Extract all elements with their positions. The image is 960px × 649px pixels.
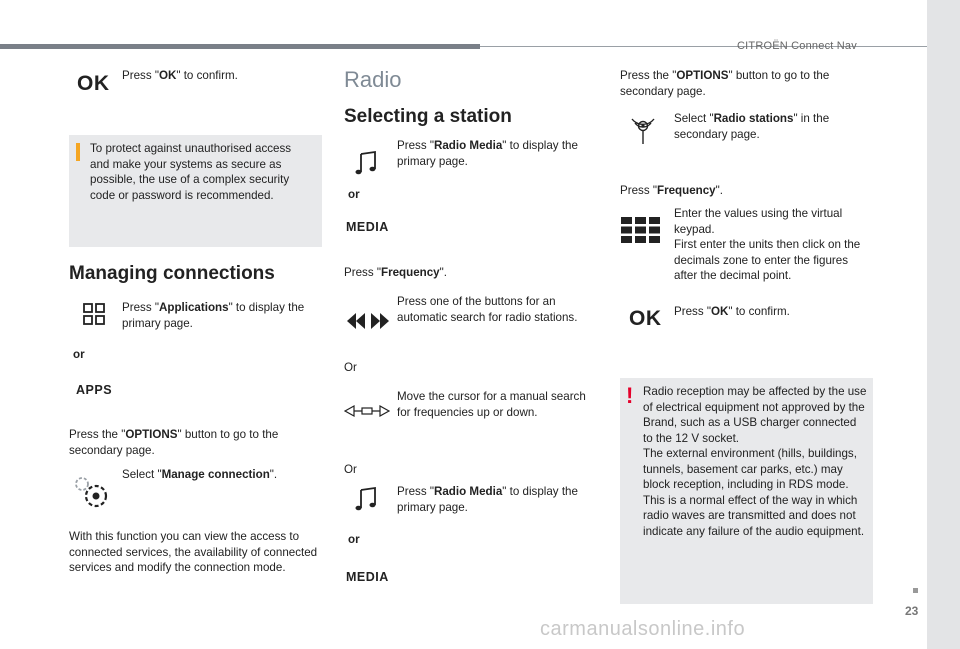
function-description: With this function you can view the access to connected services, the availability of connected services and modify the connection mode. [69,530,318,574]
music-note-icon [354,150,380,176]
keypad-text-1: Enter the values using the virtual keypad. [674,207,843,236]
frequency-text: Press "Frequency". [344,266,447,279]
or-plain-1: Or [344,361,357,374]
right-ok-icon: OK [629,307,662,330]
ok-confirm-text: Press "OK" to confirm. [122,69,238,82]
or-label: or [73,348,85,361]
media-button-label-2: MEDIA [346,570,389,584]
radio-media-text-2: Press "Radio Media" to display the primary page. [397,485,578,514]
or-label-1: or [348,188,360,201]
side-strip [927,0,960,649]
info-box [69,135,322,247]
right-ok-confirm-text: Press "OK" to confirm. [674,305,790,318]
ok-icon: OK [77,72,110,95]
warning-box [620,378,873,604]
frequency-slider-icon [344,403,390,419]
or-plain-2: Or [344,463,357,476]
manual-search-text: Move the cursor for a manual search for frequencies up or down. [397,390,586,419]
or-label-2: or [348,533,360,546]
seek-text: Press one of the buttons for an automatic search for radio stations. [397,295,578,324]
manage-connection-text: Select "Manage connection". [122,468,278,481]
applications-text: Press "Applications" to display the primary page. [122,301,305,330]
keypad-instructions [674,206,874,284]
media-button-label-1: MEDIA [346,220,389,234]
radio-media-text-1: Press "Radio Media" to display the primary page. [397,139,578,168]
radio-heading: Radio [344,67,402,92]
warning-box-text [643,384,867,539]
warning-icon: ! [626,383,634,408]
info-box-text: To protect against unauthorised access and make your systems as secure as possible, the use of a complex security code or password is recommended. [90,142,292,202]
top-rule-bar [0,44,480,49]
warning-text-2: The external environment (hills, buildings, tunnels, basement car parks, etc.) may block reception, including in RDS mode. This is a normal effect of the way in which radio waves are transmitted and does not indicate any failure of the audio equipment. [643,447,865,538]
music-note-icon-2 [354,486,380,512]
right-frequency-text: Press "Frequency". [620,184,723,197]
top-rule-line [480,46,927,47]
radio-stations-icon [629,115,657,145]
apps-button-label: APPS [76,383,113,397]
radio-stations-text: Select "Radio stations" in the secondary page. [674,112,830,141]
watermark: carmanualsonline.info [540,618,746,640]
settings-gears-icon [72,474,112,510]
seek-buttons-icon [347,311,389,331]
options-text: Press the "OPTIONS" button to go to the secondary page. [69,428,279,457]
warning-text-1: Radio reception may be affected by the use of electrical equipment not approved by the Brand, such as a USB charger connected to the 12 V socket. [643,385,867,445]
header-brand: CITROËN Connect Nav [737,40,857,52]
page-marker [913,588,918,593]
info-icon [76,143,80,161]
keypad-icon [621,217,661,243]
keypad-text-2: First enter the units then click on the decimals zone to enter the figures after the decimal point. [674,238,861,282]
selecting-station-heading: Selecting a station [344,106,512,127]
managing-connections-heading: Managing connections [69,263,275,284]
right-options-text: Press the "OPTIONS" button to go to the secondary page. [620,69,830,98]
apps-grid-icon [83,303,105,325]
page-number: 23 [905,604,919,618]
